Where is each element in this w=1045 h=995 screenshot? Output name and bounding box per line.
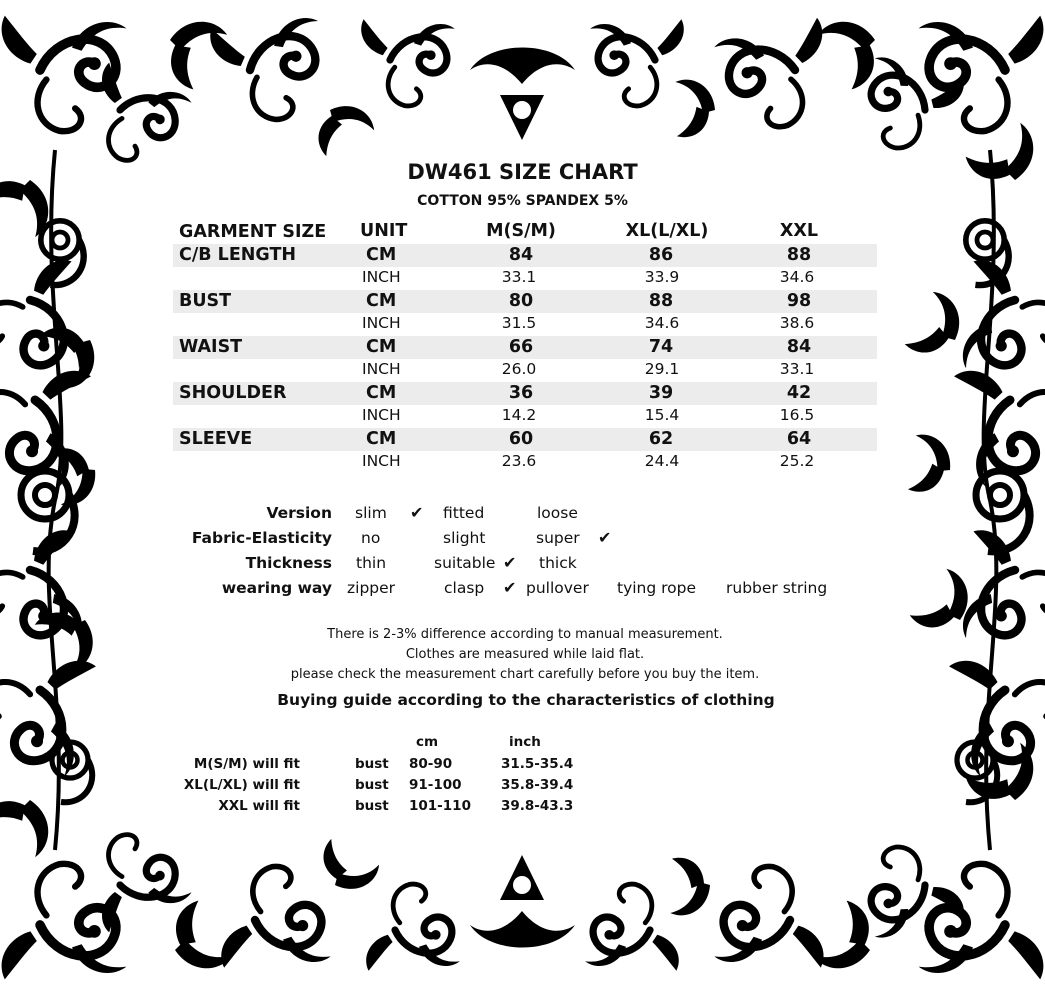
- chart-title: DW461 SIZE CHART: [407, 160, 638, 184]
- option-loose: loose: [537, 504, 578, 522]
- value-cm: 36: [508, 383, 534, 403]
- guide-header-cm: cm: [416, 734, 439, 750]
- unit-inch: INCH: [362, 314, 401, 332]
- value-cm: 42: [786, 383, 812, 403]
- unit-cm: CM: [366, 383, 397, 403]
- note-laid-flat: Clothes are measured while laid flat.: [405, 647, 645, 662]
- value-cm: 64: [786, 429, 812, 449]
- value-inch: 15.4: [644, 406, 680, 424]
- option-pullover: pullover: [526, 579, 589, 597]
- guide-cm-range: 91-100: [409, 777, 462, 793]
- guide-cm-range: 101-110: [409, 798, 471, 814]
- guide-size-label: XL(L/XL) will fit: [183, 777, 300, 793]
- unit-cm: CM: [366, 337, 397, 357]
- value-inch: 34.6: [644, 314, 680, 332]
- value-cm: 86: [648, 245, 674, 265]
- unit-cm: CM: [366, 291, 397, 311]
- buying-guide-title: Buying guide according to the characteristics of clothing: [277, 691, 775, 709]
- unit-inch: INCH: [362, 406, 401, 424]
- unit-inch: INCH: [362, 452, 401, 470]
- option-thin: thin: [356, 554, 387, 572]
- unit-inch: INCH: [362, 268, 401, 286]
- value-inch: 33.1: [779, 360, 815, 378]
- value-cm: 88: [786, 245, 812, 265]
- option-no: no: [361, 529, 381, 547]
- check-icon: ✔: [503, 553, 517, 572]
- row-label-sleeve: SLEEVE: [179, 429, 253, 449]
- header-unit: UNIT: [360, 221, 408, 241]
- guide-part: bust: [355, 798, 389, 814]
- check-icon: ✔: [503, 578, 517, 597]
- value-inch: 24.4: [644, 452, 680, 470]
- row-label-shoulder: SHOULDER: [179, 383, 287, 403]
- value-inch: 26.0: [501, 360, 537, 378]
- guide-inch-range: 35.8-39.4: [501, 777, 574, 793]
- value-cm: 62: [648, 429, 674, 449]
- guide-size-label: M(S/M) will fit: [193, 756, 300, 772]
- option-slim: slim: [355, 504, 387, 522]
- check-icon: ✔: [410, 503, 424, 522]
- option-slight: slight: [443, 529, 486, 547]
- value-cm: 74: [648, 337, 674, 357]
- value-inch: 31.5: [501, 314, 537, 332]
- guide-part: bust: [355, 777, 389, 793]
- value-inch: 29.1: [644, 360, 680, 378]
- option-fitted: fitted: [443, 504, 485, 522]
- value-cm: 60: [508, 429, 534, 449]
- header-size-xl: XL(L/XL): [625, 221, 709, 241]
- value-inch: 33.1: [501, 268, 537, 286]
- option-clasp: clasp: [444, 579, 485, 597]
- value-inch: 23.6: [501, 452, 537, 470]
- option-super: super: [536, 529, 580, 547]
- header-size-m: M(S/M): [486, 221, 556, 241]
- guide-cm-range: 80-90: [409, 756, 453, 772]
- option-rubber-string: rubber string: [726, 579, 828, 597]
- note-check-chart: please check the measurement chart carefully before you buy the item.: [290, 667, 760, 682]
- option-thick: thick: [539, 554, 577, 572]
- value-cm: 66: [508, 337, 534, 357]
- value-cm: 84: [786, 337, 812, 357]
- row-label-cb-length: C/B LENGTH: [179, 245, 297, 265]
- header-size-xxl: XXL: [779, 221, 819, 241]
- header-garment-size: GARMENT SIZE: [179, 222, 327, 242]
- unit-cm: CM: [366, 429, 397, 449]
- value-inch: 34.6: [779, 268, 815, 286]
- row-label-bust: BUST: [179, 291, 232, 311]
- value-cm: 98: [786, 291, 812, 311]
- value-inch: 38.6: [779, 314, 815, 332]
- value-inch: 25.2: [779, 452, 815, 470]
- attr-label-version: Version: [266, 504, 332, 522]
- guide-inch-range: 31.5-35.4: [501, 756, 574, 772]
- attr-label-elasticity: Fabric-Elasticity: [191, 529, 332, 547]
- value-cm: 80: [508, 291, 534, 311]
- value-inch: 14.2: [501, 406, 537, 424]
- check-icon: ✔: [598, 528, 612, 547]
- unit-cm: CM: [366, 245, 397, 265]
- value-inch: 33.9: [644, 268, 680, 286]
- fabric-composition: COTTON 95% SPANDEX 5%: [417, 193, 628, 209]
- option-zipper: zipper: [347, 579, 396, 597]
- guide-inch-range: 39.8-43.3: [501, 798, 574, 814]
- value-cm: 39: [648, 383, 674, 403]
- option-suitable: suitable: [434, 554, 496, 572]
- value-cm: 84: [508, 245, 534, 265]
- guide-part: bust: [355, 756, 389, 772]
- attr-label-wearing-way: wearing way: [221, 579, 332, 597]
- attr-label-thickness: Thickness: [245, 554, 332, 572]
- value-inch: 16.5: [779, 406, 815, 424]
- option-tying-rope: tying rope: [617, 579, 697, 597]
- note-measurement-difference: There is 2-3% difference according to manual measurement.: [327, 627, 723, 642]
- guide-header-inch: inch: [509, 734, 541, 750]
- guide-size-label: XXL will fit: [218, 798, 300, 814]
- value-cm: 88: [648, 291, 674, 311]
- row-label-waist: WAIST: [179, 337, 243, 357]
- unit-inch: INCH: [362, 360, 401, 378]
